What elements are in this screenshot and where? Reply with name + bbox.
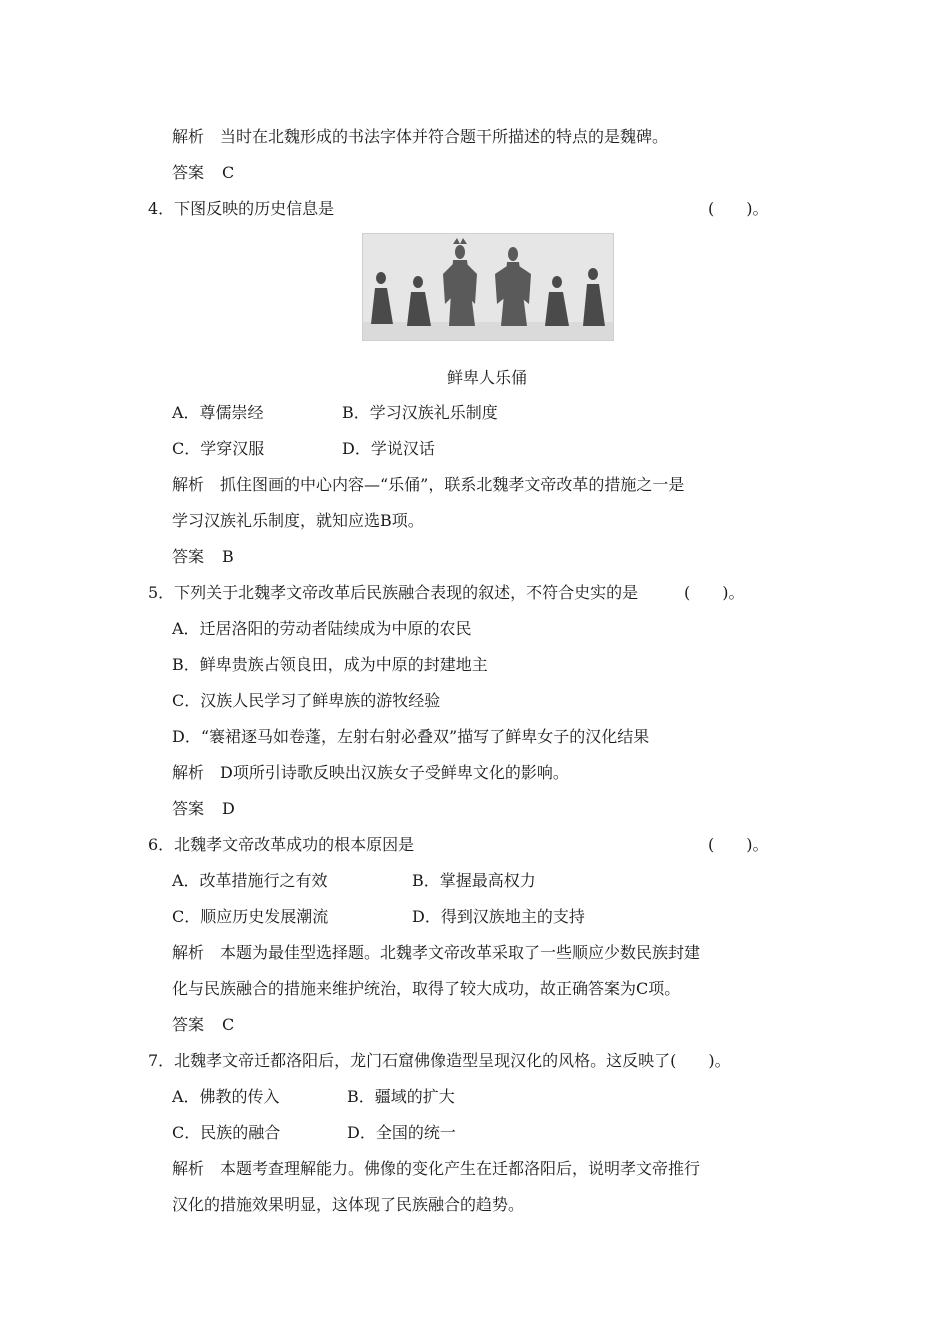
q6-answer-blank: ( )。: [708, 835, 769, 854]
q4-options-row2: [172, 439, 435, 459]
answer-q6: [172, 1015, 234, 1035]
q6-options-row2: [172, 907, 585, 927]
answer-q3: [172, 163, 234, 183]
explanation-q3: 解析 当时在北魏形成的书法字体并符合题干所描述的特点的是魏碑。: [172, 127, 669, 146]
figurines-illustration: [363, 234, 613, 340]
q6-explanation-line1: 解析 本题为最佳型选择题。北魏孝文帝改革采取了一些顺应少数民族封建: [172, 943, 701, 962]
q6-option-c: C．顺应历史发展潮流: [172, 907, 329, 926]
q5-option-d: D．“褰裙逐马如卷蓬，左射右射必叠双”描写了鲜卑女子的汉化结果: [172, 727, 650, 746]
answer-label: 答案: [172, 799, 205, 818]
answer-value: B: [222, 547, 234, 566]
question-4: 4．下图反映的历史信息是: [148, 199, 335, 218]
answer-label: 答案: [172, 547, 205, 566]
q6-option-a: A．改革措施行之有效: [172, 871, 328, 890]
q7-option-c: C．民族的融合: [172, 1123, 281, 1142]
answer-q5: [172, 799, 235, 819]
q5-option-a: A．迁居洛阳的劳动者陆续成为中原的农民: [172, 619, 472, 638]
q4-option-b: B．学习汉族礼乐制度: [342, 403, 498, 422]
q4-option-c: C．学穿汉服: [172, 439, 265, 458]
q5-explanation: 解析 D项所引诗歌反映出汉族女子受鲜卑文化的影响。: [172, 763, 569, 782]
q6-options-row1: [172, 871, 536, 891]
q5-answer-blank: ( )。: [684, 583, 745, 602]
xianbei-musician-figurines-image: [362, 233, 614, 341]
figure-caption: 鲜卑人乐俑: [447, 368, 528, 387]
q4-explanation-line2: 学习汉族礼乐制度，就知应选B项。: [172, 511, 424, 530]
q4-option-d: D．学说汉话: [342, 439, 435, 458]
q7-option-d: D．全国的统一: [347, 1123, 456, 1142]
q5-option-c: C．汉族人民学习了鲜卑族的游牧经验: [172, 691, 441, 710]
q5-option-b: B．鲜卑贵族占领良田，成为中原的封建地主: [172, 655, 488, 674]
question-7: 7．北魏孝文帝迁都洛阳后，龙门石窟佛像造型呈现汉化的风格。这反映了( )。: [148, 1051, 731, 1070]
answer-q4: [172, 547, 234, 567]
q7-option-a: A．佛教的传入: [172, 1087, 280, 1106]
q7-explanation-line1: 解析 本题考查理解能力。佛像的变化产生在迁都洛阳后，说明孝文帝推行: [172, 1159, 701, 1178]
question-5: 5．下列关于北魏孝文帝改革后民族融合表现的叙述，不符合史实的是: [148, 583, 639, 602]
q4-explanation-line1: 解析 抓住图画的中心内容—“乐俑”，联系北魏孝文帝改革的措施之一是: [172, 475, 685, 494]
q7-option-b: B．疆域的扩大: [347, 1087, 455, 1106]
q7-explanation-line2: 汉化的措施效果明显，这体现了民族融合的趋势。: [172, 1195, 525, 1214]
question-6: 6．北魏孝文帝改革成功的根本原因是: [148, 835, 415, 854]
q7-options-row2: [172, 1123, 456, 1143]
q6-option-d: D．得到汉族地主的支持: [412, 907, 585, 926]
answer-value: D: [222, 799, 235, 818]
q4-options-row1: [172, 403, 498, 423]
q6-option-b: B．掌握最高权力: [412, 871, 536, 890]
answer-label: 答案: [172, 163, 205, 182]
answer-value: C: [222, 163, 235, 182]
q4-option-a: A．尊儒崇经: [172, 403, 264, 422]
answer-label: 答案: [172, 1015, 205, 1034]
answer-value: C: [222, 1015, 235, 1034]
q7-options-row1: [172, 1087, 455, 1107]
q4-answer-blank: ( )。: [708, 199, 769, 218]
q6-explanation-line2: 化与民族融合的措施来维护统治，取得了较大成功，故正确答案为C项。: [172, 979, 681, 998]
